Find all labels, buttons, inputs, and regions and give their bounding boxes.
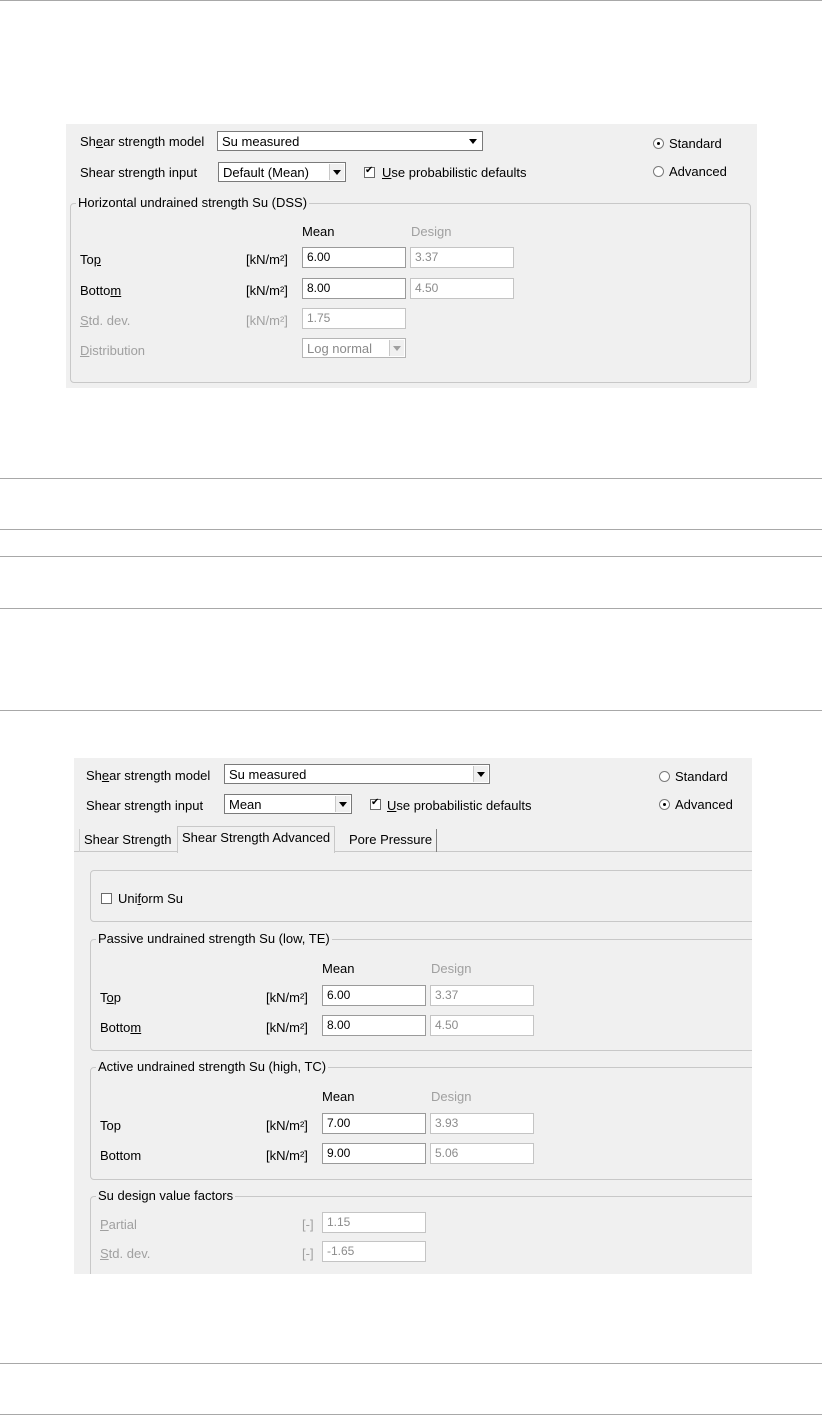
distribution-value: Log normal	[307, 341, 373, 356]
active-top-mean-input[interactable]: 7.00	[322, 1113, 426, 1134]
advanced-radio[interactable]	[653, 166, 664, 177]
passive-bottom-label: Bottom	[100, 1020, 142, 1035]
active-strength-group-title: Active undrained strength Su (high, TC)	[98, 1059, 327, 1074]
unit-label: [kN/m²]	[246, 283, 288, 298]
page-rule	[0, 0, 822, 1]
shear-strength-model-select[interactable]	[224, 764, 490, 784]
design-column-header: Design	[431, 961, 472, 976]
advanced-radio-label[interactable]: Advanced	[675, 797, 733, 812]
unit-label: [kN/m²]	[266, 1020, 308, 1035]
passive-top-design-value: 3.37	[430, 985, 534, 1006]
unit-label: [kN/m²]	[266, 1148, 308, 1163]
chevron-down-icon[interactable]	[335, 796, 350, 812]
uniform-su-label[interactable]: Uniform Su	[118, 891, 184, 906]
shear-strength-input-label: Shear strength input	[86, 798, 204, 813]
mean-column-header: Mean	[302, 224, 335, 239]
bottom-mean-input[interactable]: 8.00	[302, 278, 406, 299]
design-column-header: Design	[431, 1089, 472, 1104]
design-column-header: Design	[411, 224, 452, 239]
panel-clip-bottom	[60, 1274, 822, 1362]
unit-label: [kN/m²]	[266, 990, 308, 1005]
unit-label: [-]	[302, 1246, 314, 1261]
passive-bottom-design-value: 4.50	[430, 1015, 534, 1036]
bottom-design-value: 4.50	[410, 278, 514, 299]
standard-radio[interactable]	[653, 138, 664, 149]
chevron-down-icon[interactable]	[329, 164, 344, 180]
passive-strength-group-title: Passive undrained strength Su (low, TE)	[98, 931, 330, 946]
shear-strength-input-label: Shear strength input	[80, 165, 198, 180]
shear-strength-model-value: Su measured	[229, 767, 307, 782]
page-rule	[0, 1363, 822, 1364]
shear-strength-model-label: Shear strength model	[86, 768, 211, 783]
unit-label: [-]	[302, 1217, 314, 1232]
top-label: Top	[80, 252, 101, 267]
uniform-su-checkbox[interactable]	[101, 893, 112, 904]
partial-label: Partial	[100, 1217, 137, 1232]
active-top-design-value: 3.93	[430, 1113, 534, 1134]
standard-radio-label[interactable]: Standard	[669, 136, 722, 151]
top-design-value: 3.37	[410, 247, 514, 268]
chevron-down-icon[interactable]	[466, 133, 481, 149]
shear-strength-model-value: Su measured	[222, 134, 300, 149]
active-bottom-label: Bottom	[100, 1148, 142, 1163]
page-rule	[0, 478, 822, 479]
panel-clip-right	[752, 758, 822, 1288]
design-factors-group-title: Su design value factors	[98, 1188, 234, 1203]
probabilistic-defaults-label[interactable]: Use probabilistic defaults	[387, 798, 532, 813]
standard-radio-label[interactable]: Standard	[675, 769, 728, 784]
stddev-label: Std. dev.	[80, 313, 131, 328]
standard-radio[interactable]	[659, 771, 670, 782]
shear-strength-model-label: Shear strength model	[80, 134, 205, 149]
shear-strength-model-select[interactable]	[217, 131, 483, 151]
tab-shear-strength[interactable]: Shear Strength	[79, 829, 175, 852]
uniform-su-group	[90, 870, 770, 922]
advanced-radio[interactable]	[659, 799, 670, 810]
mean-column-header: Mean	[322, 961, 355, 976]
factor-stddev-input[interactable]: -1.65	[322, 1241, 426, 1262]
probabilistic-defaults-checkbox[interactable]	[370, 799, 381, 810]
shear-strength-input-select[interactable]	[218, 162, 346, 182]
page-rule	[0, 1414, 822, 1415]
shear-strength-input-value: Default (Mean)	[223, 165, 309, 180]
top-mean-input[interactable]: 6.00	[302, 247, 406, 268]
page-rule	[0, 710, 822, 711]
passive-top-label: Top	[100, 990, 121, 1005]
unit-label: [kN/m²]	[246, 252, 288, 267]
advanced-radio-label[interactable]: Advanced	[669, 164, 727, 179]
stddev-input[interactable]: 1.75	[302, 308, 406, 329]
distribution-select[interactable]	[302, 338, 406, 358]
factor-stddev-label: Std. dev.	[100, 1246, 151, 1261]
probabilistic-defaults-label[interactable]: Use probabilistic defaults	[382, 165, 527, 180]
page-rule	[0, 556, 822, 557]
distribution-label: Distribution	[80, 343, 146, 358]
unit-label: [kN/m²]	[266, 1118, 308, 1133]
partial-factor-input[interactable]: 1.15	[322, 1212, 426, 1233]
probabilistic-defaults-checkbox[interactable]	[364, 167, 375, 178]
mean-column-header: Mean	[322, 1089, 355, 1104]
active-bottom-design-value: 5.06	[430, 1143, 534, 1164]
passive-top-mean-input[interactable]: 6.00	[322, 985, 426, 1006]
unit-label: [kN/m²]	[246, 313, 288, 328]
page-rule	[0, 608, 822, 609]
active-bottom-mean-input[interactable]: 9.00	[322, 1143, 426, 1164]
shear-strength-input-select[interactable]	[224, 794, 352, 814]
shear-strength-input-value: Mean	[229, 797, 262, 812]
horizontal-strength-group-title: Horizontal undrained strength Su (DSS)	[78, 195, 308, 210]
chevron-down-icon[interactable]	[473, 766, 488, 782]
active-top-label: Top	[100, 1118, 121, 1133]
tab-pore-pressure[interactable]: Pore Pressure	[345, 829, 437, 852]
bottom-label: Bottom	[80, 283, 122, 298]
chevron-down-icon[interactable]	[389, 340, 404, 356]
page-rule	[0, 529, 822, 530]
passive-bottom-mean-input[interactable]: 8.00	[322, 1015, 426, 1036]
tab-shear-strength-advanced[interactable]: Shear Strength Advanced	[177, 826, 335, 853]
